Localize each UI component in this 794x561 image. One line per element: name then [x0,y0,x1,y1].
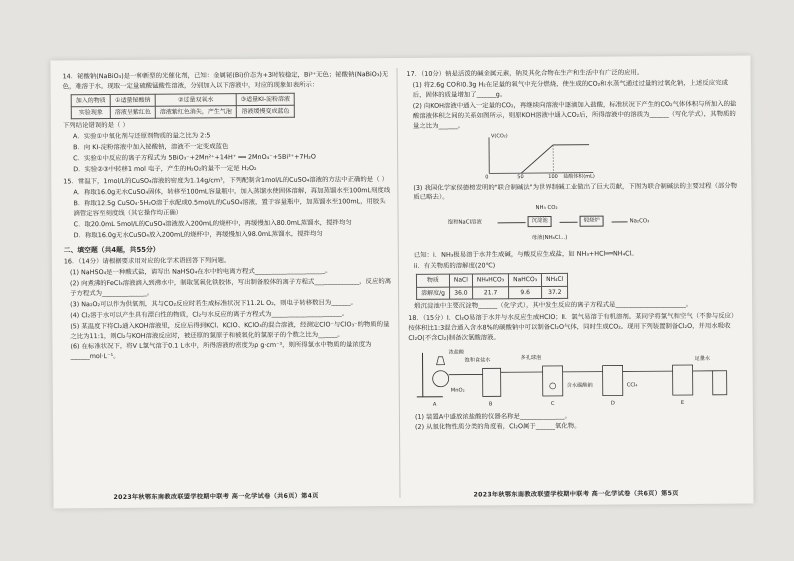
apparatus-note: 足量水 [694,355,711,362]
question-18 [408,311,743,433]
graph-rising-line [521,144,553,172]
graph-tick: 100 [548,173,558,180]
flow-gases: NH₃ CO₂ [535,205,558,212]
right-page-footer: 2023年秋鄂东南教改联盟学校期中联考 高一化学试卷（共6页）第5页 [473,490,679,499]
table-cell: NH₄Cl [542,274,568,286]
apparatus-note: 多孔球泡 [520,354,542,361]
q15-option-d: D．称取16.0g无水CuSO₄放入200mL的烧杯中，再缓慢加入98.0mL蒸馏水，搅拌均匀 [73,229,323,239]
q15-option-c: C．取20.0mL 5mol/L的CuSO₄溶液放入200mL的烧杯中，再缓慢加入80.0mL蒸馏水，搅拌均匀 [73,218,352,229]
q14-option-a: A．实验①中氧化剂与还原剂物质的量之比为 2:5 [72,131,211,141]
section-heading: 二、填空题（共4题，共55分） [63,245,160,254]
left-page-footer: 2023年秋鄂东南教改联盟学校期中联考 高一化学试卷（共6页）第4页 [113,492,319,502]
table-cell: ③适量KI-淀粉溶液 [236,93,294,106]
q14-option-d: D．实验②③中转移1 mol 电子，产生的H₂O₂的量不一定是 H₂O₂ [73,164,257,174]
flow-feed: 饱和NaCl溶液 [447,219,482,227]
question-14 [63,70,392,175]
table-cell: 9.6 [509,286,542,299]
q17-known-2: ii．有关物质的溶解度(20℃) [413,261,496,271]
apparatus-note: 饱和食盐水 [464,356,491,364]
flow-arrow [498,223,526,224]
apparatus-label-b: B [488,400,493,407]
q17-known-1: 已知：i．NH₃极易溶于水并生成碱，与酸反应生成盐，如 NH₃+HCl══NH₄Cl。 [413,249,638,260]
apparatus-note: MnO₂ [450,387,465,394]
q18-stem: 18．（15分）Ⅰ．Cl₂O易溶于水并与水反应生成HClO；Ⅱ．氯气易溶于有机溶剂。某同学将氯气和空气（不参与反应）按体积比1:3混合通入含水8%的碳酸钠中可以制备Cl₂O气体，同时生成CO₂。现用下列装置制备Cl₂O，并用水吸收Cl₂O(不含Cl₂)制备次氯酸溶液。 [408,311,738,342]
table-row [416,274,567,287]
apparatus-label-e: E [680,399,685,406]
q18-part-2: (2) 从氧化物性质分类的角度看，Cl₂O属于______氧化物。 [414,422,581,432]
table-cell: 溶液呈紫红色 [110,106,155,119]
co2-volume-graph [477,132,597,181]
table-cell: 实验现象 [71,107,110,120]
table-cell: 物质 [416,274,449,287]
q14-stem: 14．铋酸钠(NaBiO₃)是一种新型的光催化剂，已知：金属铋(Bi)价态为+3时较稳定，Bi³⁺无色；铋酸钠(NaBiO₃)无色，难溶于水。现取一定量硫酸锰酸性溶液，分别加入以下溶液中，对应的现象如表所示： [62,70,389,91]
q15-stem: 15．常温下，1mol/L的CuSO₄溶液的密度为1.14g/cm³，下列配制含1mol/L的CuSO₄溶液的方法中正确的是（ ） [63,175,389,186]
right-page [407,68,744,436]
q14-option-c: C．实验①中反应的离子方程式为 5BiO₃⁻+2Mn²⁺+14H⁺ ══ 2MnO₄⁻+5Bi³⁺+7H₂O [73,152,316,163]
q16-part-6: (6) 在标准状况下，将V L氯气溶于0.1 L水中，所得溶液的密度为ρ g·cm⁻³，则所得氯水中物质的量浓度为______mol·L⁻¹。 [70,340,372,361]
q17-part-2: (2) 向KOH溶液中通入一定量的CO₂，再继续向溶液中逐滴加入盐酸，标准状况下产生的CO₂气体体积与所加入的盐酸溶液体积之间的关系如图所示，则原KOH溶液中通入CO₂后，所得溶液中的溶质为______（写化学式），其物质的量之比为______。 [412,99,737,130]
q14-table [71,93,295,120]
apparatus-note: 浓盐酸 [448,349,465,356]
q14-prompt: 下列结论错误的是（ ） [62,121,129,130]
table-cell: 21.7 [472,286,508,299]
q17-stem: 17．（10分）钠是活泼的碱金属元素，钠及其化合物在生产和生活中有广泛的应用。 [406,68,644,78]
apparatus-diagram [412,344,732,410]
q16-stem: 16．（14分）请根据要求用对应的化学术语回答下列问题。 [63,256,231,266]
page-divider [397,68,401,498]
table-row [417,286,568,299]
flow-arrow [560,222,578,223]
graph-y-label: V(CO₂) [490,132,508,139]
q15-option-a: A．称取16.0g无水CuSO₄固体，转移至100mL容量瓶中，加入蒸馏水使固体溶解，再加蒸馏水至100mL刻度线 [73,186,391,197]
graph-x-label: 盐酸体积(mL) [563,173,595,180]
apparatus-label-a: A [432,401,437,408]
q17-part-1: (1) 将2.6g CO和0.3g H₂在足量的氧气中充分燃烧，使生成的CO₂和水蒸气通过过量的过氧化钠，上述反应完成后，固体的质量增加了______g。 [412,78,728,99]
soda-process-flow [447,204,667,250]
flow-mother-liquor: 母液(NH₄Cl...) [531,235,568,242]
table-row [71,105,294,119]
flow-product: Na₂CO₃ [629,218,650,225]
table-cell: NH₄HCO₃ [472,274,508,287]
apparatus-note: CCl₄ [626,381,638,388]
table-cell: 36.0 [449,287,472,299]
table-cell: ①适量铋酸钠 [110,94,155,107]
table-cell: 溶液紫红色消失，产生气泡 [155,106,236,119]
q17-last: 煅沉淀池中主要沉淀物______（化学式），其中发生反应的离子方程式是______________________。 [414,299,693,310]
question-16 [64,255,393,363]
flow-step-precipitation: 沉淀池 [528,216,552,227]
graph-tick: 0 [485,173,489,180]
table-cell: 加入的物质 [71,94,110,107]
q18-part-1: (1) 装置A中盛放浓盐酸的仪器名称是______________。 [414,411,572,421]
graph-tick: 50 [517,173,524,180]
table-cell: ②过量双氧水 [155,93,236,106]
table-cell: NaCl [449,274,472,286]
q16-part-4: (4) Cl₂溶于水可以产生具有漂白性的物质，Cl₂与水反应的离子方程式为______________________。 [70,309,349,320]
q16-part-3: (3) Na₂O₂可以作为供氧剂，其与CO₂反应时若生成标准状况下11.2L O₂，则电子转移数目为______。 [70,298,357,309]
solubility-table [416,273,569,300]
apparatus-label-c: C [550,400,555,407]
question-15 [63,175,391,241]
table-cell: NaHCO₃ [509,274,542,287]
q16-part-2: (2) 向煮沸的FeCl₃溶液滴入到沸水中，制取氢氧化铁胶体，写出制备胶体的离子方程式______________，反应的离子方程式为______________。 [69,277,392,298]
apparatus-label-d: D [610,400,615,407]
q16-part-5: (5) 某温度下将Cl₂通入KOH溶液里，反应后得到KCl、KClO、KClO₃的混合溶液，经测定ClO⁻与ClO₃⁻的物质的量之比为11:1，则Cl₂与KOH溶液反应时，被还原的氯原子和被氧化的氯原子的个数之比为______。 [70,319,390,340]
exam-sheet [50,56,753,509]
flow-arrow [612,222,628,223]
q15-option-b: B．称取12.5g CuSO₄·5H₂O溶于水配成0.5mol/L的CuSO₄溶液，置于容量瓶中，加蒸馏水至100mL，用胶头滴管定容至刻度线（其它操作均正确） [73,197,386,218]
q14-option-b: B．向 KI-淀粉溶液中加入铋酸钠，溶液不一定变成蓝色 [73,142,229,152]
q17-part-3: (3) 我国化学家侯德榜发明的"联合制碱法"为世界制碱工业做出了巨大贡献，下图为联合制碱法的主要过程（部分物质已略去）。 [413,181,738,202]
table-cell: 溶解度/g [417,287,450,300]
flow-step-furnace: 煅烧炉 [580,216,604,227]
question-17 [407,68,743,312]
q16-part-1: (1) NaHSO₄是一种酸式盐，请写出 NaHSO₄在水中的电离方程式______________________。 [69,266,332,277]
table-cell: 溶液缓慢变成蓝色 [236,105,294,118]
table-cell: 37.2 [542,286,568,298]
apparatus-note: 含水碳酸钠 [566,382,593,389]
left-page [63,70,393,365]
